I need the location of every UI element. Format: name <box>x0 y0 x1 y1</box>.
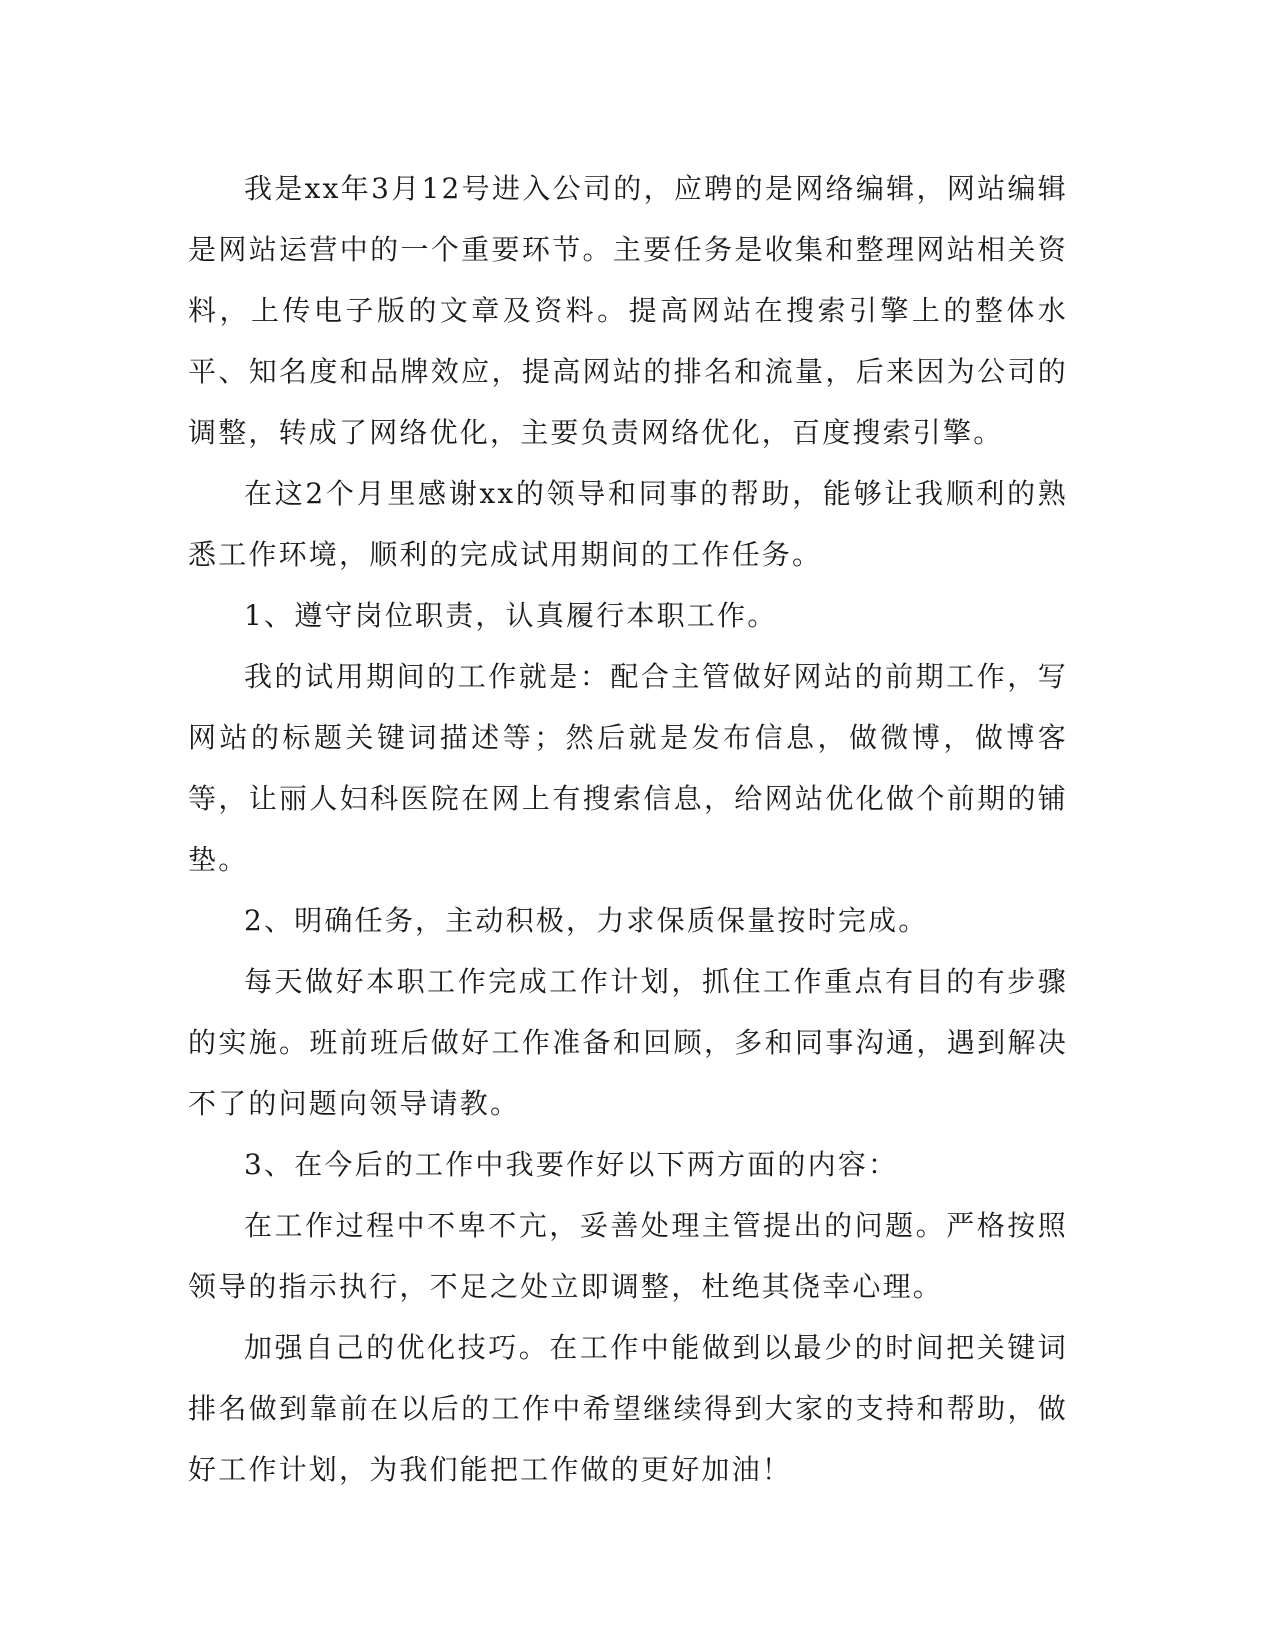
paragraph-thanks: 在这2个月里感谢xx的领导和同事的帮助，能够让我顺利的熟悉工作环境，顺利的完成试用期间的工作任务。 <box>188 477 1068 571</box>
paragraph-point-3-detail-a: 在工作过程中不卑不亢，妥善处理主管提出的问题。严格按照领导的指示执行，不足之处立即调整，杜绝其侥幸心理。 <box>188 1209 1068 1303</box>
paragraph-point-1-detail: 我的试用期间的工作就是：配合主管做好网站的前期工作，写网站的标题关键词描述等；然后就是发布信息，做微博，做博客等，让丽人妇科医院在网上有搜索信息，给网站优化做个前期的铺垫。 <box>188 660 1068 876</box>
paragraph-point-2-detail: 每天做好本职工作完成工作计划，抓住工作重点有目的有步骤的实施。班前班后做好工作准备和回顾，多和同事沟通，遇到解决不了的问题向领导请教。 <box>188 965 1068 1120</box>
heading-point-3: 3、在今后的工作中我要作好以下两方面的内容： <box>244 1148 899 1181</box>
paragraph-point-3-detail-b: 加强自己的优化技巧。在工作中能做到以最少的时间把关键词排名做到靠前在以后的工作中希望继续得到大家的支持和帮助，做好工作计划，为我们能把工作做的更好加油！ <box>188 1331 1068 1486</box>
heading-point-1: 1、遵守岗位职责，认真履行本职工作。 <box>244 599 778 632</box>
heading-point-2: 2、明确任务，主动积极，力求保质保量按时完成。 <box>244 904 929 937</box>
document-body <box>188 158 1068 1500</box>
paragraph-intro: 我是xx年3月12号进入公司的，应聘的是网络编辑，网站编辑是网站运营中的一个重要环节。主要任务是收集和整理网站相关资料，上传电子版的文章及资料。提高网站在搜索引擎上的整体水平、知名度和品牌效应，提高网站的排名和流量，后来因为公司的调整，转成了网络优化，主要负责网络优化，百度搜索引擎。 <box>188 172 1068 449</box>
